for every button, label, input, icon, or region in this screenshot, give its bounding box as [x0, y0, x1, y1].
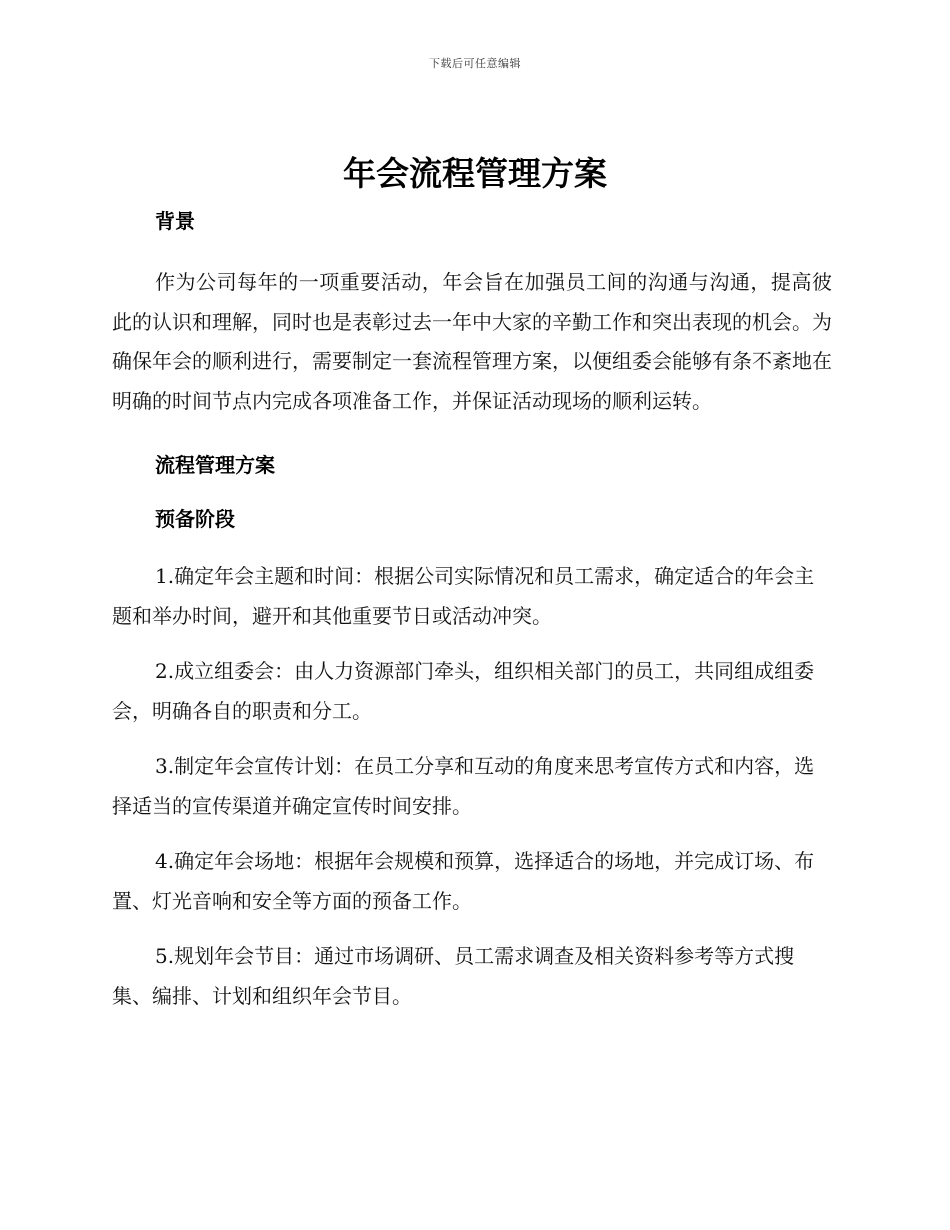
document-body [112, 205, 832, 1032]
background-paragraph: 作为公司每年的一项重要活动，年会旨在加强员工间的沟通与沟通，提高彼此的认识和理解，同时也是表彰过去一年中大家的辛勤工作和突出表现的机会。为确保年会的顺利进行，需要制定一套流程管理方案，以便组委会能够有条不紊地在明确的时间节点内完成各项准备工作，并保证活动现场的顺利运转。 [112, 270, 832, 413]
section-heading-preparation: 预备阶段 [155, 507, 235, 531]
section-heading-background: 背景 [155, 209, 195, 233]
document-title: 年会流程管理方案 [343, 154, 607, 193]
page-header-note: 下载后可任意编辑 [429, 57, 521, 70]
list-item: 3.制定年会宣传计划：在员工分享和互动的角度来思考宣传方式和内容，选择适当的宣传渠道并确定宣传时间安排。 [112, 754, 815, 818]
section-heading-process: 流程管理方案 [155, 453, 275, 477]
list-item: 5.规划年会节目：通过市场调研、员工需求调查及相关资料参考等方式搜集、编排、计划和组织年会节目。 [112, 944, 795, 1008]
list-item: 4.确定年会场地：根据年会规模和预算，选择适合的场地，并完成订场、布置、灯光音响和安全等方面的预备工作。 [112, 849, 815, 913]
list-item: 1.确定年会主题和时间：根据公司实际情况和员工需求，确定适合的年会主题和举办时间，避开和其他重要节日或活动冲突。 [112, 564, 815, 628]
list-item: 2.成立组委会：由人力资源部门牵头，组织相关部门的员工，共同组成组委会，明确各自的职责和分工。 [112, 659, 815, 723]
